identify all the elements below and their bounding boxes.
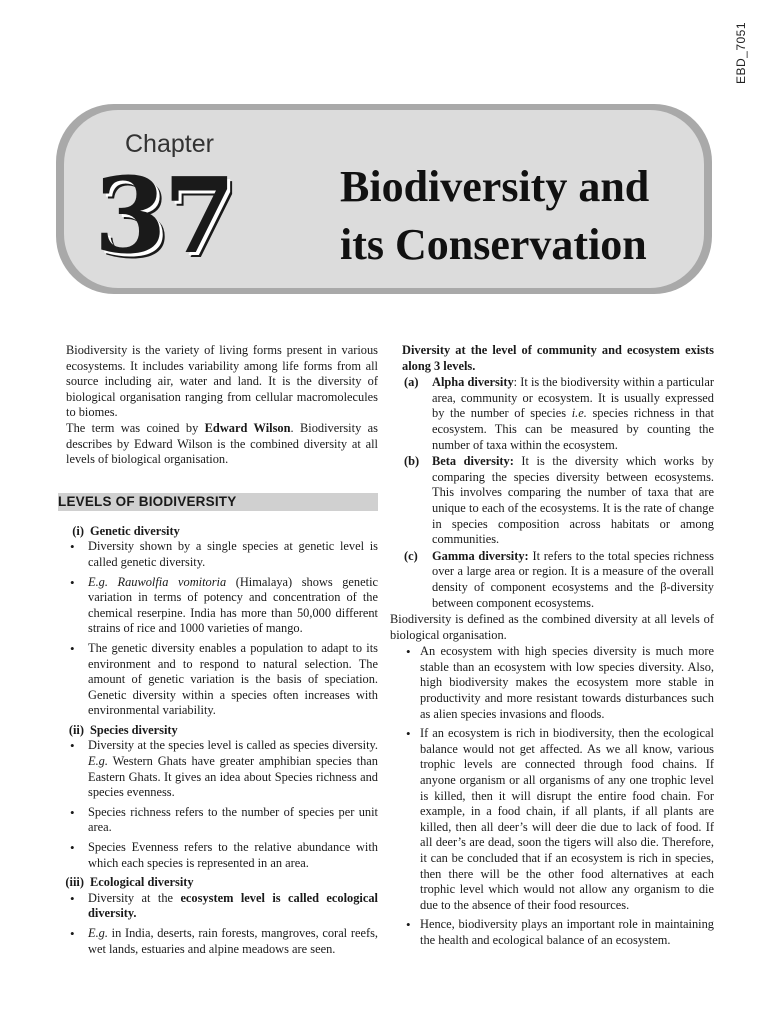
subheading-genetic: (i) Genetic diversity [72,523,180,538]
intro-paragraph-1: Biodiversity is the variety of living forms present in various ecosystems. It includes variability among life forms from all source including air, water and land. It is the diversity of biological organisation ranging from cellular macromolecules to biomes. [66,343,378,420]
chapter-title-line2: its Conservation [340,220,647,269]
list-item: • Diversity at the ecosystem level is called ecological diversity. [58,891,378,922]
list-item: • E.g. Rauwolfia vomitoria (Himalaya) shows genetic variation in terms of potency and concentration of the chemical reserpine. India has more than 50,000 different strains of rice and 1000 varieties of mango. [58,575,378,637]
list-item: • If an ecosystem is rich in biodiversity, then the ecological balance would not get affected. As we all know, various trophic levels are connected through food chains. If anyone organism or all organisms of any one trophic level is killed, then it will disrupt the entire food chain. For example, in a food chain, if all plants, if all plants are killed, then all deer’s will deer die due to lack of food. If all deer’s are dead, soon the tigers will also die. Therefore, it can be concluded that if an ecosystem is rich in species, then there will be the other food alternatives at each trophic level which would not allow any organism to die due to the absence of their food resources. [390,726,714,913]
subheading-species: (ii) Species diversity [68,722,178,737]
list-item: • E.g. in India, deserts, rain forests, mangroves, coral reefs, wet lands, estuaries and alpine meadows are seen. [58,926,378,957]
list-item: • Diversity shown by a single species at genetic level is called genetic diversity. [58,539,378,570]
list-item: • Diversity at the species level is called as species diversity. E.g. Western Ghats have greater amphibian species than Eastern Ghats. It gives an idea about Species richness and species evenness. [58,738,378,800]
chapter-title-line1: Biodiversity and [340,162,650,211]
list-item: • Species Evenness refers to the relative abundance with which each species is represented in an area. [58,840,378,871]
list-item: • An ecosystem with high species diversity is much more stable than an ecosystem with low species diversity. Also, high biodiversity makes the ecosystem more stable in productivity and more resistant towards disturbances such as alien species invasions and floods. [390,644,714,722]
chapter-label: Chapter [125,130,214,158]
biodiversity-definition: Biodiversity is defined as the combined diversity at all levels of biological organisation. [390,612,714,642]
subheading-ecological: (iii) Ecological diversity [65,875,194,890]
alpha-diversity-item: (a) Alpha diversity: It is the biodiversity within a particular area, community or ecosystem. It is usually expressed by the number of species i.e. species richness in that ecosystem. This can be measured by counting the number of taxa within the ecosystem. [404,375,714,452]
left-column [58,343,378,961]
intro-paragraph-2: The term was coined by Edward Wilson. Biodiversity as describes by Edward Wilson is the combined diversity at all levels of biological organisation. [66,420,378,467]
species-list [58,738,378,871]
beta-diversity-item: (b) Beta diversity: It is the diversity which works by comparing the species diversity between ecosystems. This involves comparing the number of taxa that are unique to each of the ecosystems. It is the rate of change in species composition across habitats or among communities. [404,454,714,547]
chapter-title [340,158,680,274]
stability-list [390,644,714,948]
coined-by-name: Edward Wilson [204,420,291,435]
gamma-diversity-item: (c) Gamma diversity: It refers to the total species richness over a large area or region. It is a measure of the overall density of component ecosystems and the β-diversity between component ecosystems. [404,548,714,610]
community-lead: Diversity at the level of community and ecosystem exists along 3 levels. [402,343,714,373]
right-column [390,343,714,953]
list-item: • Species richness refers to the number of species per unit area. [58,805,378,836]
list-item: • The genetic diversity enables a population to adapt to its environment and to respond to natural selection. The amount of genetic variation is the basis of speciation. Genetic diversity within a species often increases with environmental variability. [58,641,378,719]
genetic-list [58,539,378,719]
chapter-number: 37 [94,154,233,277]
section-heading-levels: LEVELS OF BIODIVERSITY [58,493,378,511]
ecological-list [58,891,378,957]
page-code: EBD_7051 [734,21,748,85]
list-item: • Hence, biodiversity plays an important role in maintaining the health and ecological balance of an ecosystem. [390,917,714,948]
intro [58,343,378,468]
